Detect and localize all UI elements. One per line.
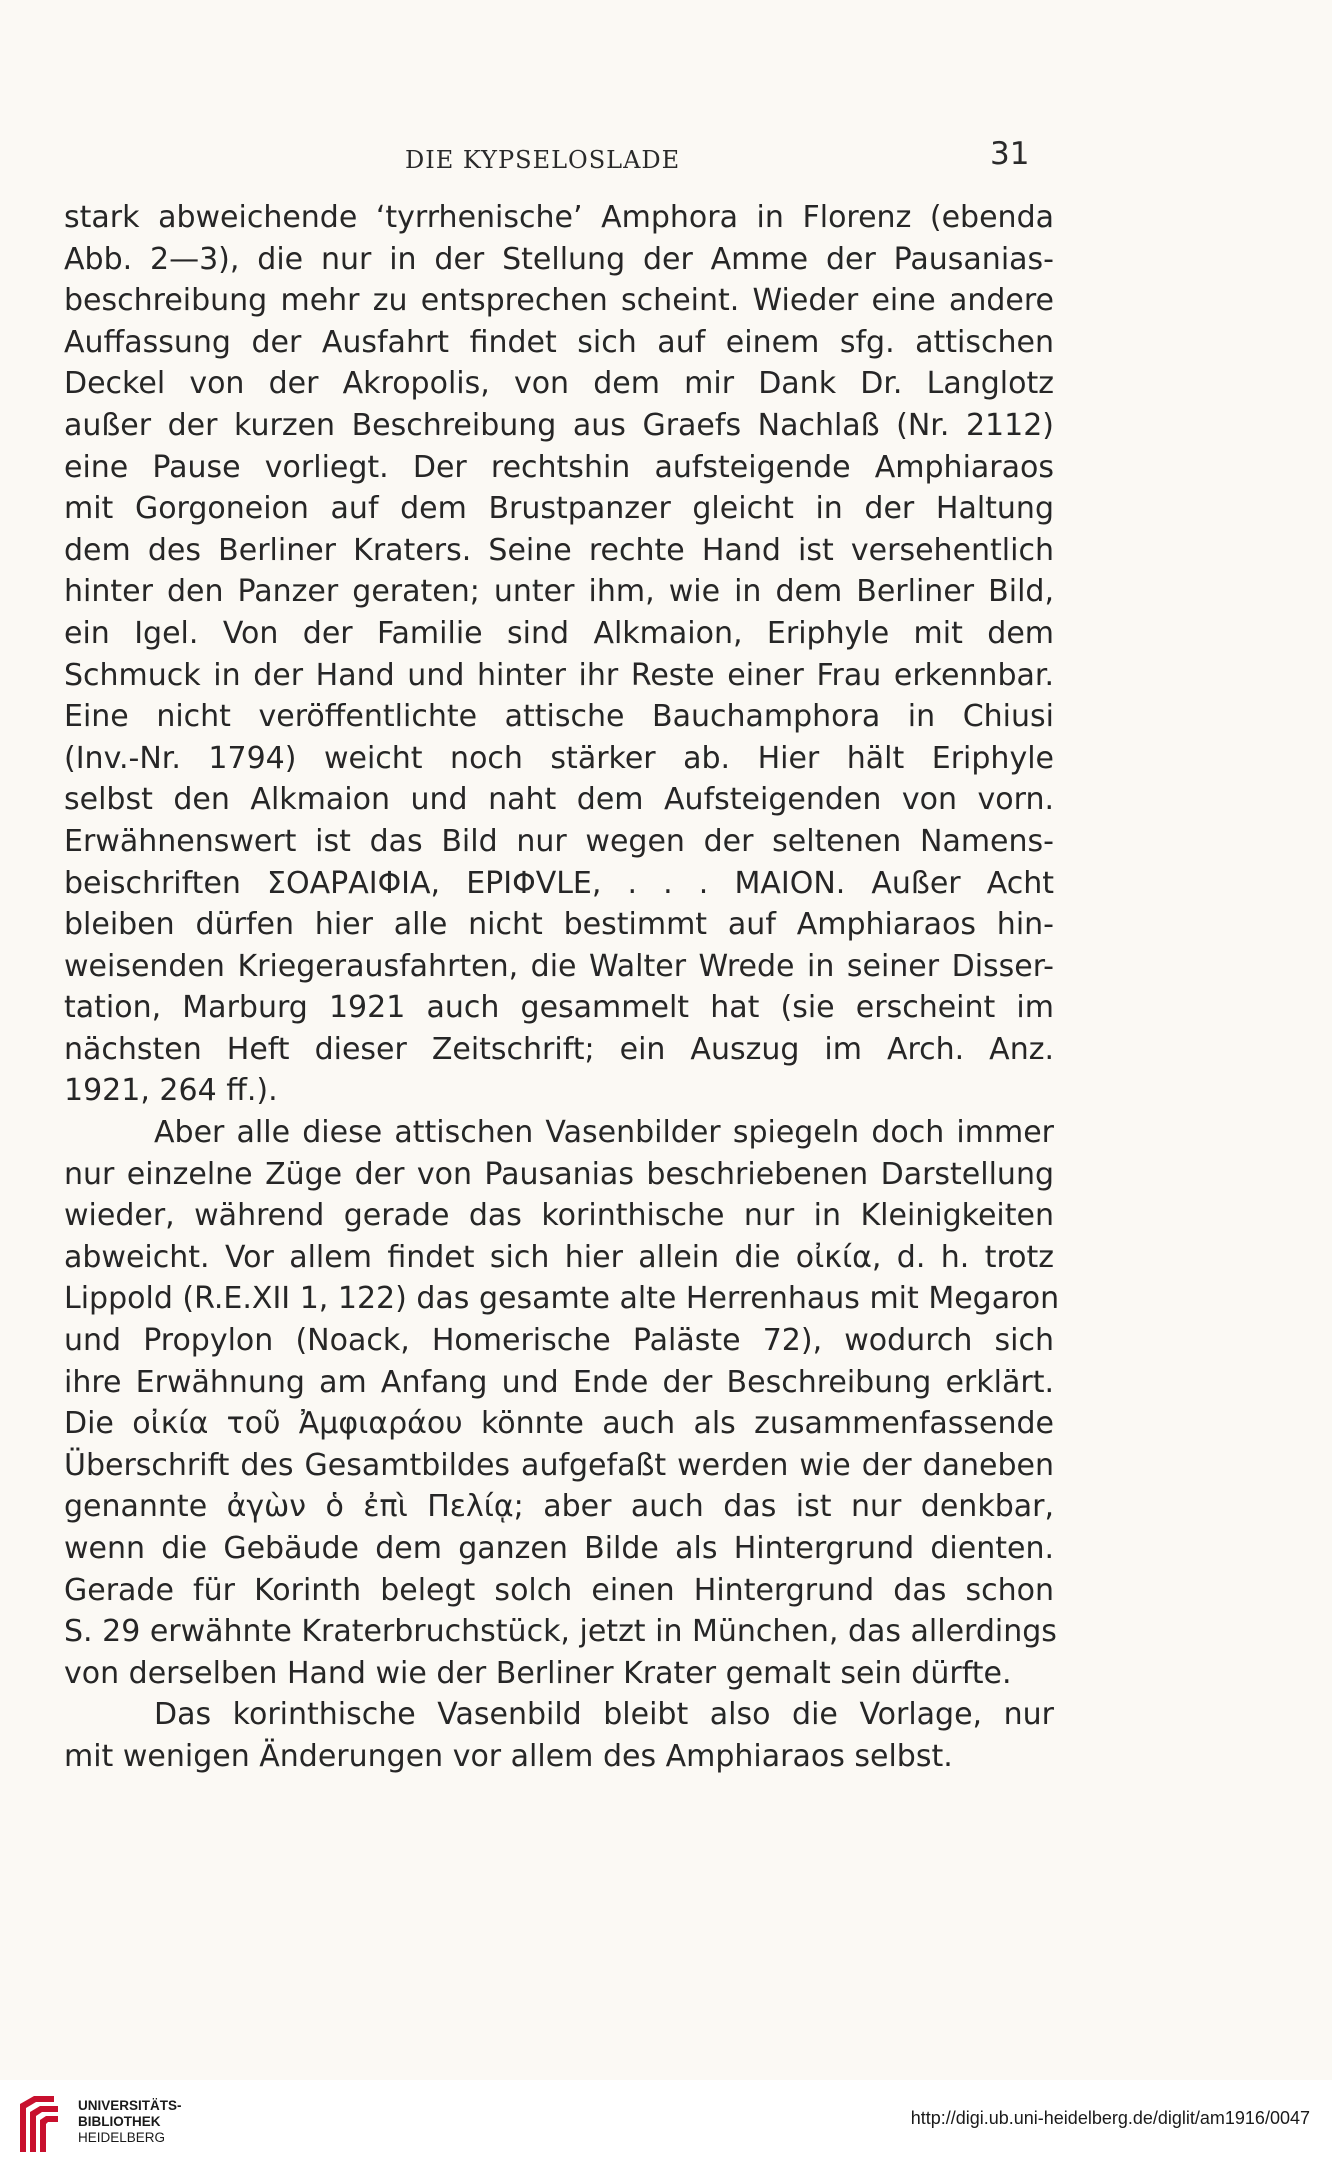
text-line: nur einzelne Züge der von Pausanias beschriebenen Darstellung: [64, 1156, 1054, 1192]
text-line: außer der kurzen Beschreibung aus Graefs Nachlaß (Nr. 2112): [64, 407, 1054, 443]
body-text: [64, 197, 1060, 1778]
text-line: und Propylon (Noack, Homerische Paläste 72), wodurch sich: [64, 1323, 1054, 1359]
text-line: tation, Marburg 1921 auch gesammelt hat (sie erscheint im: [64, 990, 1054, 1026]
library-name-line: BIBLIOTHEK: [78, 2114, 161, 2129]
text-line: (Inv.-Nr. 1794) weicht noch stärker ab. Hier hält Eriphyle: [64, 740, 1054, 776]
text-line: selbst den Alkmaion und naht dem Aufsteigenden von vorn.: [64, 782, 1054, 818]
text-line: Abb. 2—3), die nur in der Stellung der Amme der Pausanias-: [64, 241, 1054, 277]
text-line: Lippold (R.E.XII 1, 122) das gesamte alte Herrenhaus mit Megaron: [64, 1281, 1060, 1317]
text-line: Eine nicht veröffentlichte attische Bauchamphora in Chiusi: [64, 699, 1054, 735]
text-line: ein Igel. Von der Familie sind Alkmaion, Eriphyle mit dem: [64, 615, 1054, 651]
running-head: [0, 136, 1332, 182]
text-line: dem des Berliner Kraters. Seine rechte Hand ist versehentlich: [64, 532, 1054, 568]
running-title: DIE KYPSELOSLADE: [405, 146, 681, 174]
library-logo-icon: [14, 2094, 60, 2154]
text-line: wenn die Gebäude dem ganzen Bilde als Hintergrund dienten.: [64, 1531, 1054, 1566]
text-line: von derselben Hand wie der Berliner Krater gemalt sein dürfte.: [64, 1655, 1012, 1691]
text-line: Auffassung der Ausfahrt findet sich auf einem sfg. attischen: [64, 324, 1054, 360]
text-line: ihre Erwähnung am Anfang und Ende der Beschreibung erklärt.: [64, 1364, 1054, 1400]
text-line: abweicht. Vor allem findet sich hier allein die οἰκία, d. h. trotz: [64, 1239, 1054, 1275]
text-line: bleiben dürfen hier alle nicht bestimmt auf Amphiaraos hin-: [64, 907, 1054, 943]
library-name: [78, 2098, 182, 2146]
text-line: beschreibung mehr zu entsprechen scheint. Wieder eine andere: [64, 283, 1054, 319]
text-line: wieder, während gerade das korinthische nur in Kleinigkeiten: [64, 1198, 1054, 1234]
text-line: beischriften ΣΟΑΡΑΙΦΙΑ, ΕΡΙΦVLΕ, . . . ΜΑΙΟΝ. Außer Acht: [64, 865, 1054, 901]
text-line: Das korinthische Vasenbild bleibt also die Vorlage, nur: [154, 1697, 1054, 1733]
text-line: mit Gorgoneion auf dem Brustpanzer gleicht in der Haltung: [64, 491, 1054, 527]
text-line: weisenden Kriegerausfahrten, die Walter Wrede in seiner Disser-: [64, 948, 1054, 984]
text-line: mit wenigen Änderungen vor allem des Amphiaraos selbst.: [64, 1738, 953, 1774]
text-line: Erwähnenswert ist das Bild nur wegen der seltenen Namens-: [64, 823, 1054, 859]
text-line: genannte ἀγὼν ὁ ἐπὶ Πελίᾳ; aber auch das ist nur denkbar,: [64, 1489, 1054, 1525]
library-name-line: HEIDELBERG: [78, 2130, 166, 2145]
text-line: stark abweichende ‘tyrrhenische’ Amphora in Florenz (ebenda: [64, 200, 1054, 235]
text-line: nächsten Heft dieser Zeitschrift; ein Auszug im Arch. Anz.: [64, 1031, 1054, 1067]
library-name-line: UNIVERSITÄTS-: [78, 2098, 182, 2113]
source-url-link[interactable]: http://digi.ub.uni-heidelberg.de/diglit/am1916/0047: [910, 2108, 1310, 2128]
text-line: Überschrift des Gesamtbildes aufgefaßt werden wie der daneben: [64, 1447, 1054, 1483]
text-line: Deckel von der Akropolis, von dem mir Dank Dr. Langlotz: [64, 366, 1054, 402]
text-line: hinter den Panzer geraten; unter ihm, wie in dem Berliner Bild,: [64, 574, 1054, 610]
digitization-footer: [0, 2080, 1332, 2167]
text-line: Schmuck in der Hand und hinter ihr Reste einer Frau erkennbar.: [64, 657, 1054, 693]
text-line: Aber alle diese attischen Vasenbilder spiegeln doch immer: [154, 1115, 1054, 1151]
text-line: 1921, 264 ff.).: [64, 1073, 278, 1109]
text-line: Gerade für Korinth belegt solch einen Hintergrund das schon: [64, 1572, 1054, 1608]
page-number: 31: [990, 136, 1030, 172]
text-line: eine Pause vorliegt. Der rechtshin aufsteigende Amphiaraos: [64, 449, 1054, 485]
text-line: Die οἰκία τοῦ Ἀμφιαράου könnte auch als zusammenfassende: [64, 1406, 1054, 1442]
text-line: S. 29 erwähnte Kraterbruchstück, jetzt in München, das allerdings: [64, 1614, 1057, 1650]
